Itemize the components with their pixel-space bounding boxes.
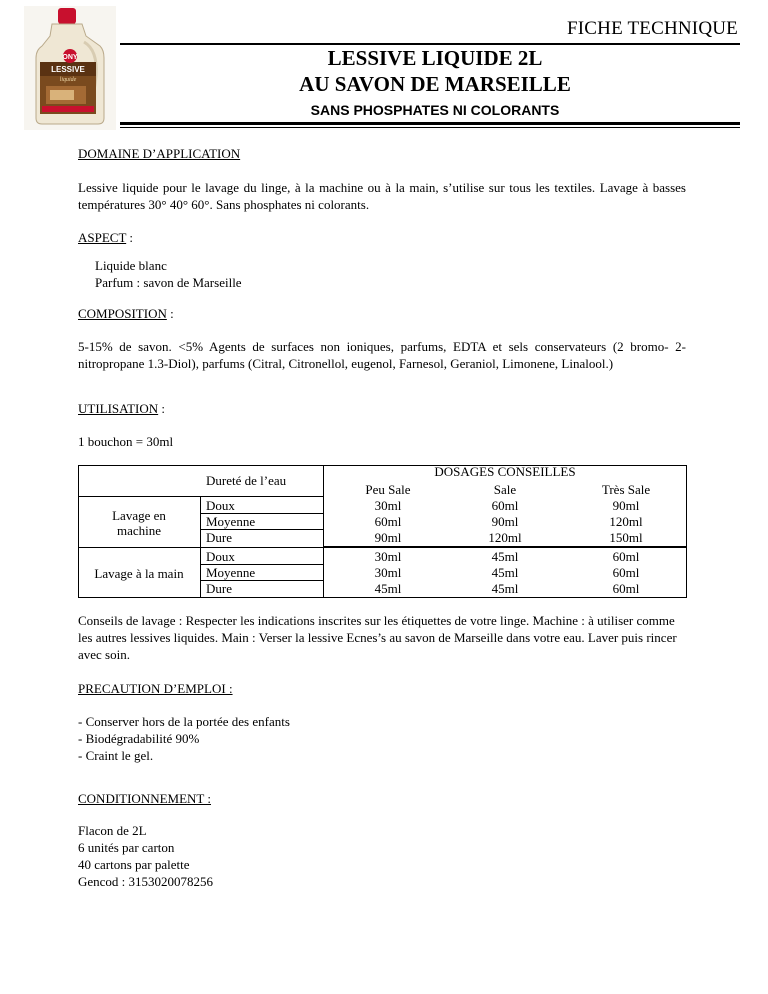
bottle-illustration (24, 6, 116, 130)
aspect-line: Liquide blanc (95, 258, 167, 273)
group-label-machine-line2: machine (116, 523, 162, 538)
precaution-line: - Craint le gel. (78, 748, 154, 763)
heading-conditionnement: CONDITIONNEMENT : (78, 791, 211, 806)
heading-domaine: DOMAINE D’APPLICATION (78, 146, 241, 161)
bottle-label-line1: LESSIVE (51, 65, 85, 74)
heading-aspect: ASPECT (78, 230, 127, 245)
aspect-line: Parfum : savon de Marseille (95, 275, 242, 290)
heading-composition-suffix: : (166, 306, 174, 321)
title-line-2: AU SAVON DE MARSEILLE (299, 72, 571, 96)
section-precaution (78, 680, 686, 697)
section-domaine (78, 145, 686, 162)
heading-precaution: PRECAUTION D’EMPLOI : (78, 681, 233, 696)
domaine-text: Lessive liquide pour le lavage du linge, à la machine ou à la main, s’utilise sur tous les textiles. Lavage à basses températures 30° 40° 60°. Sans phosphates ni colorants. (78, 180, 686, 212)
aspect-lines (95, 257, 703, 291)
group-label-main: Lavage à la main (94, 566, 184, 581)
header-thin-rule (120, 127, 740, 128)
hardness-cell: Dure (206, 581, 232, 596)
precaution-line: - Conserver hors de la portée des enfants (78, 714, 290, 729)
conditionnement-line: 40 cartons par palette (78, 857, 190, 872)
group-label-machine-line1: Lavage en (112, 508, 166, 523)
heading-utilisation: UTILISATION (78, 401, 159, 416)
conditionnement-line: Gencod : 3153020078256 (78, 874, 214, 889)
section-conditionnement (78, 790, 686, 807)
hardness-cell: Moyenne (206, 514, 256, 529)
column-header: Très Sale (601, 482, 651, 497)
dosage-cell: 45ml (374, 581, 402, 596)
dosage-cell: 45ml (491, 565, 519, 580)
dosage-cell: 120ml (609, 514, 643, 529)
hardness-cell: Moyenne (206, 565, 256, 580)
dosage-cell: 45ml (491, 581, 519, 596)
dosage-table (78, 465, 687, 598)
section-aspect (78, 229, 686, 246)
dosage-cell: 30ml (374, 549, 402, 564)
brand-badge: ONY (62, 54, 78, 61)
dosage-cell: 120ml (488, 530, 522, 545)
hardness-header: Dureté de l’eau (206, 473, 287, 488)
hardness-cell: Doux (206, 549, 235, 564)
column-header: Peu Sale (365, 482, 411, 497)
composition-text: 5-15% de savon. <5% Agents de surfaces non ioniques, parfums, EDTA et sels conservateurs (2 bromo- 2-nitropropane 1.3-Diol), parfums (Citral, Citronellol, eugenol, Farnesol, Geraniol, Limonene, Linalool.) (78, 339, 686, 371)
dosage-cell: 90ml (612, 498, 640, 513)
precaution-lines (78, 713, 686, 764)
composition-text-block (78, 338, 686, 372)
domaine-text-block (78, 179, 686, 213)
bottle-label-line2: liquide (59, 77, 77, 83)
utilisation-text: 1 bouchon = 30ml (78, 434, 174, 449)
section-utilisation (78, 400, 686, 417)
conseils-text: Conseils de lavage : Respecter les indications inscrites sur les étiquettes de votre linge. Machine : à utiliser comme les autres lessives liquides. Main : Verser la lessive Ecnes’s au savon de Marseille dans votre eau. Laver puis rincer avec soin. (78, 613, 677, 662)
conditionnement-line: 6 unités par carton (78, 840, 175, 855)
heading-utilisation-suffix: : (158, 401, 166, 416)
title-line-1: LESSIVE LIQUIDE 2L (327, 46, 543, 70)
hardness-cell: Doux (206, 498, 235, 513)
dosage-cell: 90ml (491, 514, 519, 529)
dosage-cell: 60ml (612, 581, 640, 596)
section-composition (78, 305, 686, 322)
subtitle: SANS PHOSPHATES NI COLORANTS (310, 102, 560, 118)
dosage-cell: 60ml (491, 498, 519, 513)
dosage-cell: 45ml (491, 549, 519, 564)
precaution-line: - Biodégradabilité 90% (78, 731, 200, 746)
dosage-cell: 90ml (374, 530, 402, 545)
conseils-block (78, 612, 686, 663)
document-type: FICHE TECHNIQUE (566, 18, 738, 39)
conditionnement-lines (78, 822, 686, 890)
utilisation-text-block (78, 433, 686, 450)
dosage-cell: 30ml (374, 498, 402, 513)
heading-composition: COMPOSITION (78, 306, 167, 321)
header-rule (120, 43, 740, 45)
heading-aspect-suffix: : (126, 230, 134, 245)
dosages-header: DOSAGES CONSEILLES (434, 464, 576, 479)
dosage-cell: 60ml (374, 514, 402, 529)
hardness-cell: Dure (206, 530, 232, 545)
dosage-cell: 30ml (374, 565, 402, 580)
dosage-cell: 60ml (612, 565, 640, 580)
column-header: Sale (493, 482, 517, 497)
header-thick-rule (120, 122, 740, 125)
dosage-cell: 150ml (609, 530, 643, 545)
dosage-cell: 60ml (612, 549, 640, 564)
conditionnement-line: Flacon de 2L (78, 823, 147, 838)
product-bottle-image (24, 6, 116, 130)
